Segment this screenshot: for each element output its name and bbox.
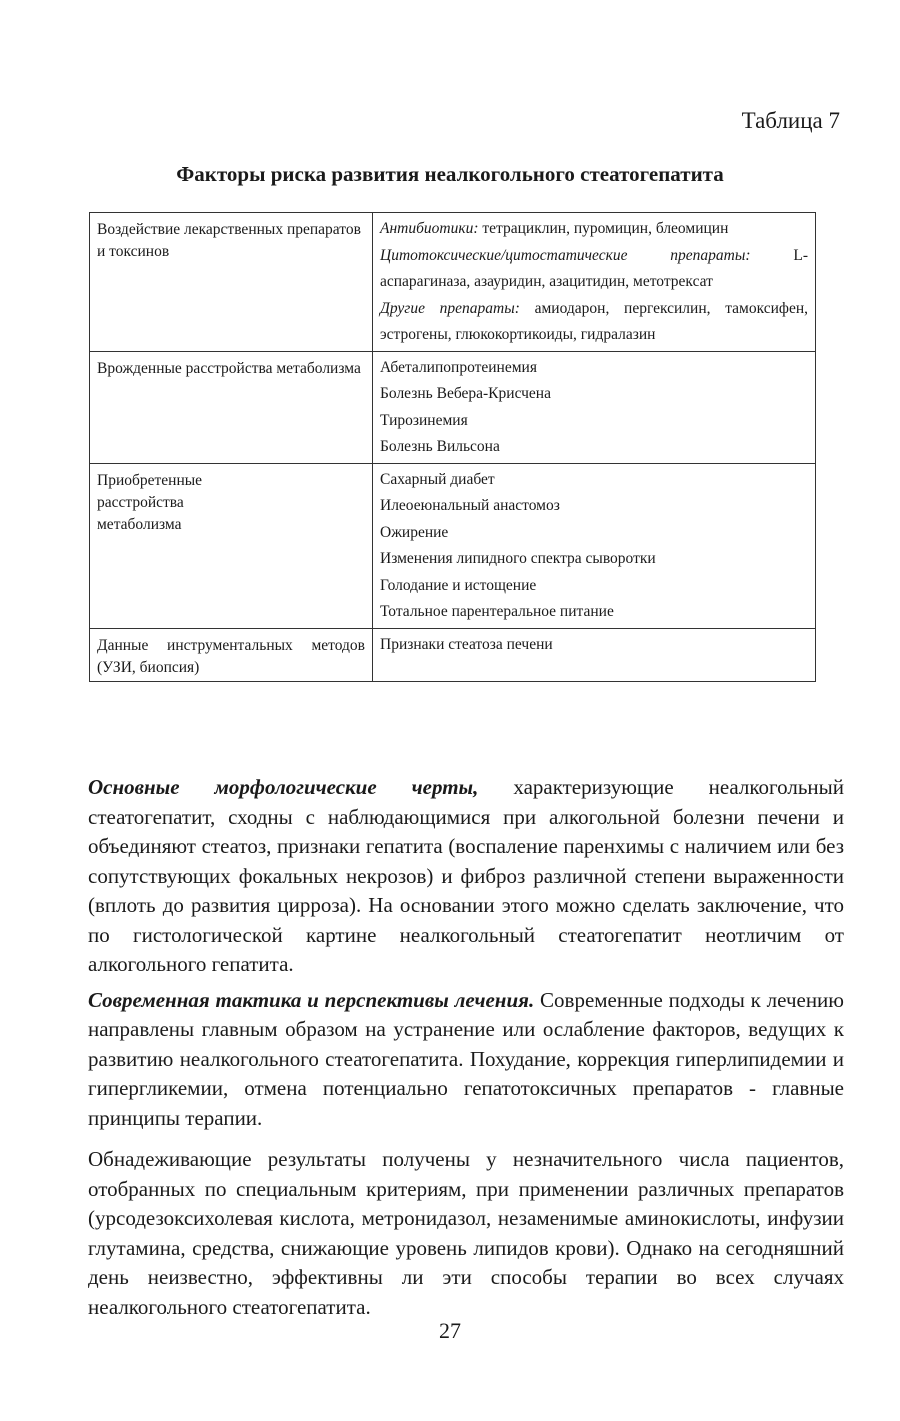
paragraph: [88, 986, 844, 1134]
list-item: Голодание и истощение: [380, 576, 537, 594]
list-item: Болезнь Вебера-Крисчена: [380, 385, 551, 402]
body-text: [88, 773, 844, 1328]
list-item: Илеоеюнальный анастомоз: [380, 497, 560, 514]
details-cell: [373, 463, 816, 628]
paragraph: [88, 1145, 844, 1322]
drug-group-heading: Другие препараты:: [380, 299, 520, 317]
table-row: [90, 351, 816, 463]
paragraph-text: характеризующие неалкогольный стеатогепатит, сходны с наблюдающимися при алкогольной болезни печени и объединяют стеатоз, признаки гепатита (воспаление паренхимы с наличием или без сопутствующих фокальных некрозов) и фиброз различной степени выраженности (вплоть до развития цирроза). На основании этого можно сделать заключение, что по гистологической картине неалкогольный стеатогепатит неотличим от алкогольного гепатита.: [88, 775, 844, 976]
risk-factors-table: [89, 212, 816, 682]
list-item: Признаки стеатоза печени: [380, 635, 553, 653]
drug-group: [380, 216, 808, 243]
drug-group-items: L-аспарагиназа, азауридин, азацитидин, метотрексат: [380, 246, 809, 290]
list-item: Абеталипопротеинемия: [380, 358, 537, 376]
drug-group: [380, 243, 808, 296]
drug-group-heading: Цитотоксические/цитостатические препараты:: [380, 246, 751, 264]
list-item: Ожирение: [380, 523, 449, 541]
paragraph: [88, 773, 844, 980]
paragraph-text: Современные подходы к лечению направлены главным образом на устранение или ослабление факторов, ведущих к развитию неалкогольного стеатогепатита. Похудание, коррекция гиперлипидемии и гипергликемии, отмена потенциально гепатотоксичных препаратов - главные принципы терапии.: [88, 987, 844, 1130]
drug-group-items: тетрациклин, пуромицин, блеомицин: [482, 220, 729, 237]
table-title: Факторы риска развития неалкогольного стеатогепатита: [176, 162, 724, 186]
list-item: Болезнь Вильсона: [380, 438, 500, 455]
drug-group-heading: Антибиотики:: [380, 220, 479, 237]
factor-cell: Врожденные расстройства метаболизма: [90, 351, 373, 463]
details-cell: [373, 213, 816, 352]
factor-cell: Данные инструментальных методов (УЗИ, биопсия): [90, 628, 373, 681]
list-item: Изменения липидного спектра сыворотки: [380, 550, 656, 567]
drug-group-items: амиодарон, пергексилин, тамоксифен, эстрогены, глюкокортикоиды, гидралазин: [380, 299, 809, 343]
table-number: Таблица 7: [741, 108, 840, 133]
page-number: 27: [439, 1318, 461, 1343]
list-item: Тирозинемия: [380, 411, 468, 429]
table-row: [90, 213, 816, 352]
details-cell: [373, 628, 816, 681]
list-item: Тотальное парентеральное питание: [380, 603, 614, 620]
details-cell: [373, 351, 816, 463]
factor-cell: Воздействие лекарственных препаратов и токсинов: [90, 213, 373, 352]
paragraph-lead: Современная тактика и перспективы лечения.: [88, 987, 535, 1012]
paragraph-text: Обнадеживающие результаты получены у незначительного числа пациентов, отобранных по специальным критериям, при применении различных препаратов (урсодезоксихолевая кислота, метронидазол, незаменимые аминокислоты, инфузии глутамина, средства, снижающие уровень липидов крови). Однако на сегодняшний день неизвестно, эффективны ли эти способы терапии во всех случаях неалкогольного стеатогепатита.: [88, 1147, 844, 1319]
table-row: [90, 628, 816, 681]
factor-text: Приобретенные расстройства метаболизма: [97, 471, 203, 533]
drug-group: [380, 296, 808, 349]
paragraph-lead: Основные морфологические черты,: [88, 775, 479, 799]
list-item: Сахарный диабет: [380, 470, 495, 488]
table-row: [90, 463, 816, 628]
factor-cell: [90, 463, 373, 628]
